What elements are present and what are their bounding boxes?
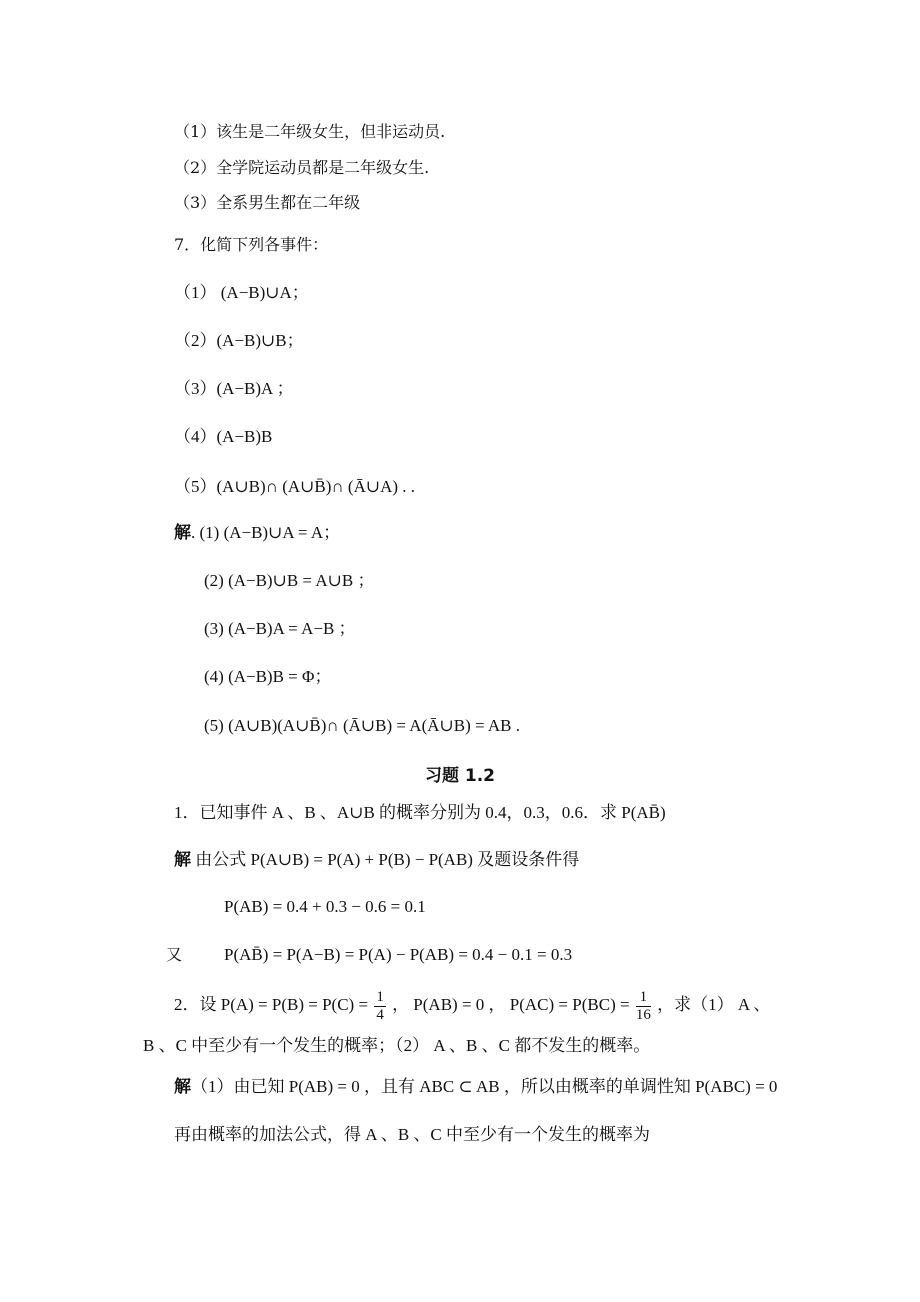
question-7-item-4: （4）(A−B)B (174, 427, 273, 446)
question-2-solution-line-2: 再由概率的加法公式，得 A 、B 、C 中至少有一个发生的概率为 (174, 1125, 651, 1144)
intro-item-3: （3）全系男生都在二年级 (174, 193, 361, 212)
solution-7-line-3: (3) (A−B)A = A−B ； (204, 619, 356, 638)
fraction-one-quarter: $\frac{1}{4}$ (376, 988, 384, 1023)
solution-7-line-4: (4) (A−B)B = Φ； (204, 667, 332, 686)
question-1-equation-1: P(AB) = 0.4 + 0.3 − 0.6 = 0.1 (224, 897, 426, 916)
solution-label: 解 (174, 523, 191, 542)
section-title: 习题 1.2 (424, 766, 496, 786)
question-7-item-1: （1） (A−B)∪A； (174, 283, 309, 302)
question-7-item-5: （5）(A∪B)∩ (A∪B̄)∩ (Ā∪A) . . (174, 477, 416, 496)
question-1-text: 1．已知事件 A 、B 、A∪B 的概率分别为 0.4，0.3，0.6．求 P(AB̄) (174, 803, 666, 822)
intro-item-2: （2）全学院运动员都是二年级女生. (174, 158, 430, 177)
question-7-item-3: （3）(A−B)A ； (174, 379, 294, 398)
intro-item-1: （1）该生是二年级女生，但非运动员. (174, 122, 446, 141)
question-2-solution-line-1: 解（1）由已知 P(AB) = 0 ，且有 ABC ⊂ AB ，所以由概率的单调性知 P(ABC) = 0 (174, 1077, 778, 1096)
question-1-equation-2: P(AB̄) = P(A−B) = P(A) − P(AB) = 0.4 − 0.1 = 0.3 (224, 945, 573, 964)
question-7-title: 7．化简下列各事件： (174, 235, 329, 254)
question-7-item-2: （2）(A−B)∪B； (174, 331, 304, 350)
question-2-line-2: B 、C 中至少有一个发生的概率；（2） A 、B 、C 都不发生的概率。 (143, 1036, 651, 1055)
question-2-line-1: 2．设 P(A) = P(B) = P(C) = $\frac{1}{4}$ ， P(AB) = 0 ， P(AC) = P(BC) = $\frac{1}{16}$ ，求（1） A 、 (174, 988, 771, 1023)
solution-7-line-2: (2) (A−B)∪B = A∪B ； (204, 571, 375, 590)
solution-7-line-1: 解. (1) (A−B)∪A = A； (174, 523, 341, 542)
fraction-one-sixteenth: $\frac{1}{16}$ (635, 988, 651, 1023)
solution-label: 解 (174, 850, 191, 869)
again-label: 又 (166, 945, 183, 964)
solution-label: 解 (174, 1077, 191, 1096)
solution-7-line-5: (5) (A∪B)(A∪B̄)∩ (Ā∪B) = A(Ā∪B) = AB . (204, 716, 521, 735)
question-1-solution: 解 由公式 P(A∪B) = P(A) + P(B) − P(AB) 及题设条件得 (174, 850, 580, 869)
